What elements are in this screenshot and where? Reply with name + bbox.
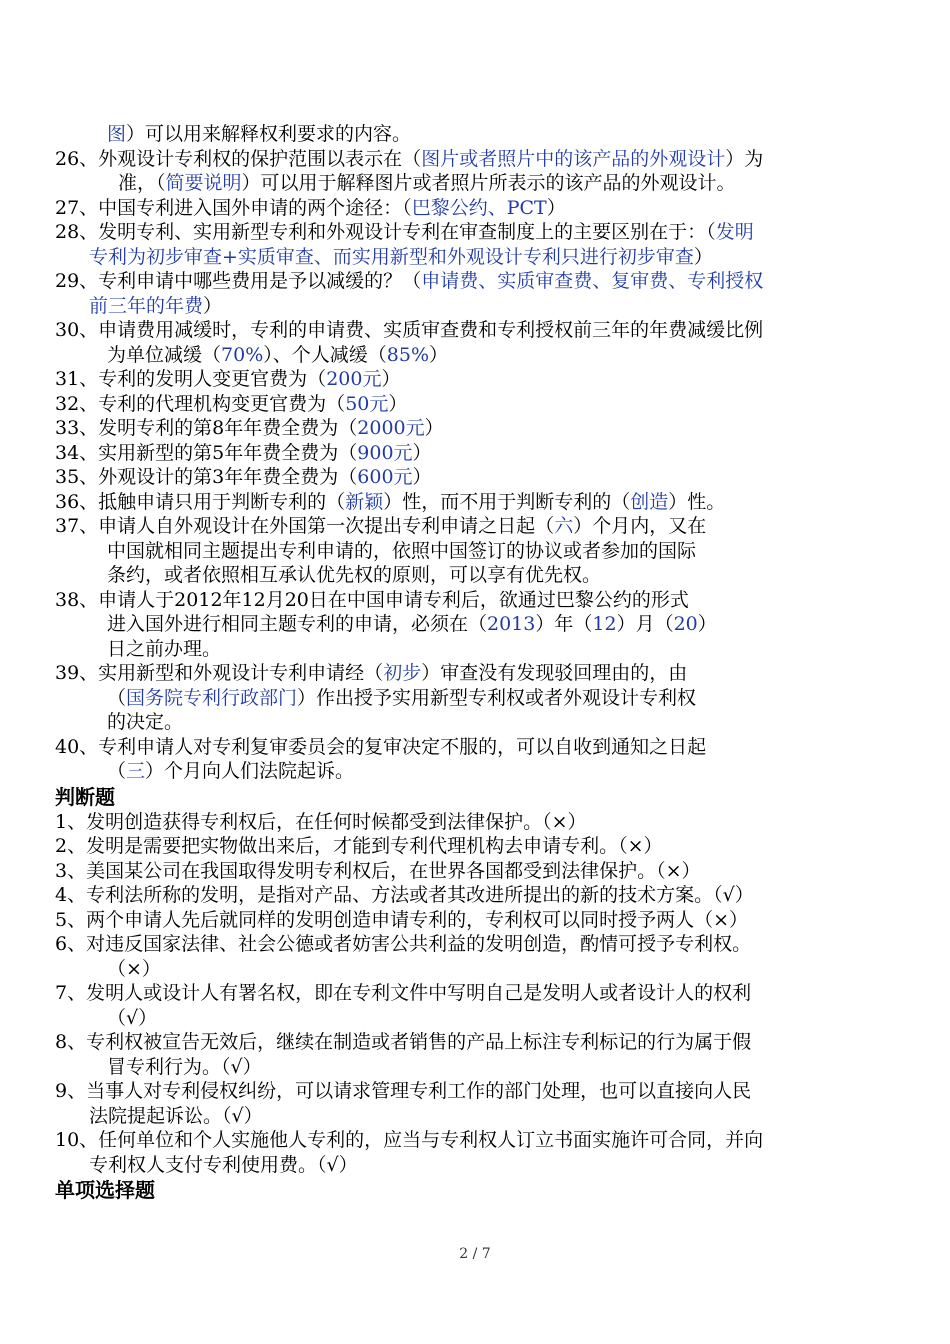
answer: 图 bbox=[107, 123, 127, 145]
judge-item-1: 1、发明创造获得专利权后，在任何时候都受到法律保护。（×） bbox=[55, 810, 587, 833]
answer: 2000元 bbox=[357, 417, 425, 439]
judge-item-2: 2、发明是需要把实物做出来后，才能到专利代理机构去申请专利。（×） bbox=[55, 835, 663, 857]
answer: 新颖 bbox=[345, 490, 384, 513]
document-body bbox=[55, 122, 895, 1203]
judge-item-9: 9、当事人对专利侵权纠纷，可以请求管理专利工作的部门处理，也可以直接向人民 法院提起诉讼。（√） bbox=[55, 1080, 752, 1127]
item-27: 27、中国专利进入国外申请的两个途径：（巴黎公约、PCT） bbox=[55, 196, 566, 219]
judge-item-7: 7、发明人或设计人有署名权，即在专利文件中写明自己是发明人或者设计人的权利 （√） bbox=[55, 982, 752, 1029]
answer: 图片或者照片中的该产品的外观设计 bbox=[421, 147, 726, 170]
item-39: 39、实用新型和外观设计专利申请经（初步）审查没有发现驳回理由的，由 （国务院专利行政部门）作出授予实用新型专利权或者外观设计专利权 的决定。 bbox=[55, 662, 697, 733]
answer: 50元 bbox=[345, 392, 389, 415]
item-37: 37、申请人自外观设计在外国第一次提出专利申请之日起（六）个月内，又在 中国就相同主题提出专利申请的，依照中国签订的协议或者参加的国际 条约，或者依照相互承认优先权的原则，可以享有优先权。 bbox=[55, 515, 707, 586]
section-heading-true-false: 判断题 bbox=[55, 784, 115, 809]
answer: 20 bbox=[673, 613, 698, 635]
judge-item-10: 10、任何单位和个人实施他人专利的，应当与专利权人订立书面实施许可合同，并向 专利权人支付专利使用费。（√） bbox=[55, 1129, 764, 1176]
answer: 85% bbox=[386, 343, 429, 366]
judge-item-8: 8、专利权被宣告无效后，继续在制造或者销售的产品上标注专利标记的行为属于假 冒专利行为。（√） bbox=[55, 1031, 752, 1078]
item-26: 26、外观设计专利权的保护范围以表示在（图片或者照片中的该产品的外观设计）为 准，（简要说明）可以用于解释图片或者照片所表示的该产品的外观设计。 bbox=[55, 147, 764, 194]
answer: 发明 bbox=[715, 221, 754, 243]
answer: 900元 bbox=[357, 441, 413, 464]
answer: 三 bbox=[126, 760, 146, 782]
item-35: 35、外观设计的第3年年费全费为（600元） bbox=[55, 466, 432, 488]
answer: 前三年的年费 bbox=[89, 294, 204, 317]
section-heading-single-choice: 单项选择题 bbox=[55, 1178, 155, 1202]
item-28: 28、发明专利、实用新型专利和外观设计专利在审查制度上的主要区别在于：（发明 专利为初步审查+实质审查、而实用新型和外观设计专利只进行初步审查） bbox=[55, 221, 754, 268]
answer: 12 bbox=[592, 613, 617, 635]
answer: 申请费、实质审查费、复审费、专利授权 bbox=[421, 270, 764, 292]
answer: 巴黎公约、PCT bbox=[411, 196, 547, 219]
answer: 国务院专利行政部门 bbox=[126, 686, 298, 709]
item-29: 29、专利申请中哪些费用是予以减缓的？（申请费、实质审查费、复审费、专利授权 前三年的年费） bbox=[55, 270, 764, 317]
answer: 2013 bbox=[487, 613, 536, 635]
item-40: 40、专利申请人对专利复审委员会的复审决定不服的，可以自收到通知之日起 （三）个月向人们法院起诉。 bbox=[55, 735, 707, 782]
item-30: 30、申请费用减缓时，专利的申请费、实质审查费和专利授权前三年的年费减缓比例 为单位减缓（70%）、个人减缓（85%） bbox=[55, 319, 764, 366]
item-25-continuation: 图）可以用来解释权利要求的内容。 bbox=[107, 123, 412, 145]
judge-item-3: 3、美国某公司在我国取得发明专利权后，在世界各国都受到法律保护。（×） bbox=[55, 859, 701, 882]
answer: 六 bbox=[554, 515, 574, 537]
judge-item-4: 4、专利法所称的发明，是指对产品、方法或者其改进所提出的新的技术方案。（√） bbox=[55, 884, 754, 906]
answer: 200元 bbox=[326, 368, 382, 390]
answer: 70% bbox=[221, 343, 264, 366]
answer: 简要说明 bbox=[165, 172, 242, 194]
judge-item-6: 6、对违反国家法律、社会公德或者妨害公共利益的发明创造，酌情可授予专利权。 （×） bbox=[55, 933, 752, 980]
item-31: 31、专利的发明人变更官费为（200元） bbox=[55, 368, 401, 390]
answer: 600元 bbox=[357, 466, 413, 488]
item-38: 38、申请人于2012年12月20日在中国申请专利后，欲通过巴黎公约的形式 进入国外进行相同主题专利的申请，必须在（2013）年（12）月（20） 日之前办理。 bbox=[55, 588, 717, 660]
answer: 创造 bbox=[630, 490, 669, 513]
item-32: 32、专利的代理机构变更官费为（50元） bbox=[55, 392, 408, 415]
answer: 初步 bbox=[383, 662, 422, 684]
item-34: 34、实用新型的第5年年费全费为（900元） bbox=[55, 441, 432, 464]
page-number: 2 / 7 bbox=[459, 1246, 491, 1262]
answer: 专利为初步审查+实质审查、而实用新型和外观设计专利只进行初步审查 bbox=[89, 245, 694, 268]
item-33: 33、发明专利的第8年年费全费为（2000元） bbox=[55, 417, 444, 439]
item-36: 36、抵触申请只用于判断专利的（新颖）性，而不用于判断专利的（创造）性。 bbox=[55, 490, 726, 513]
judge-item-5: 5、两个申请人先后就同样的发明创造申请专利的，专利权可以同时授予两人（×） bbox=[55, 908, 749, 931]
